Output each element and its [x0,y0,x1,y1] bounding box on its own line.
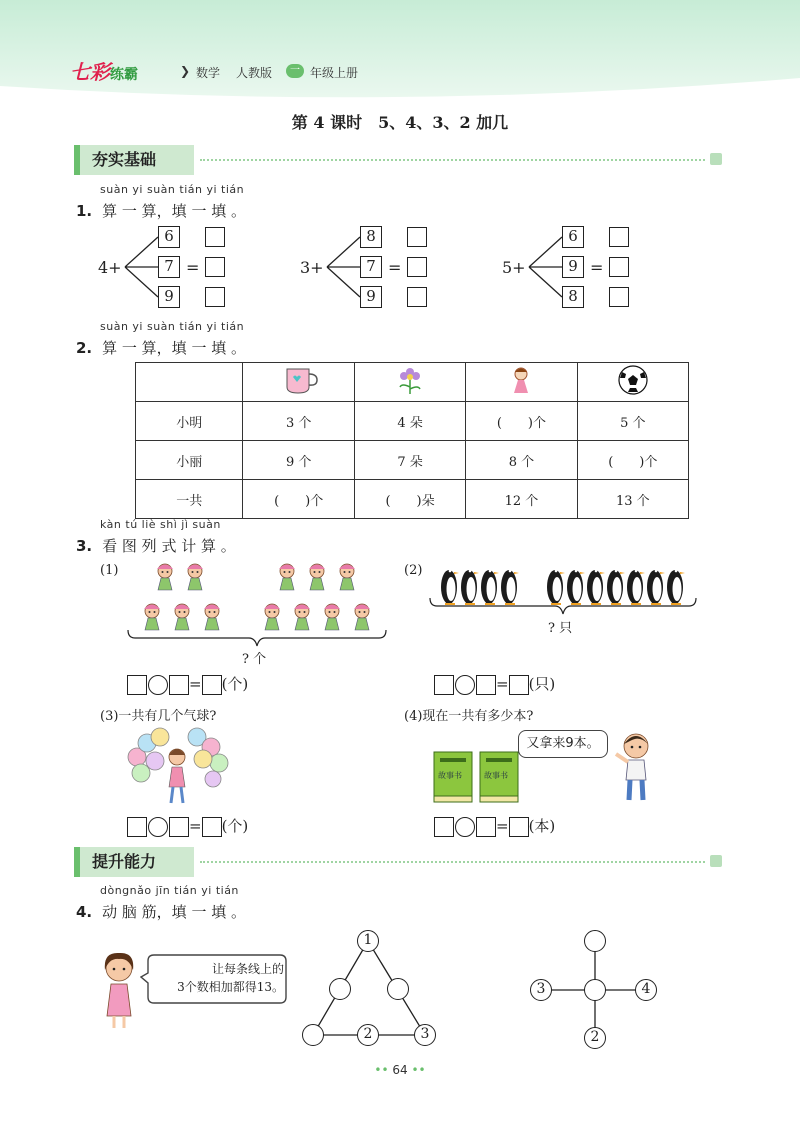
unit-label: (个) [221,675,249,693]
q3-prompt: 3. 看 图 列 式 计 算 。 [76,537,236,555]
equation-box[interactable] [169,675,189,695]
table-header-cell [243,363,354,402]
answer-box[interactable] [205,227,225,247]
answer-box[interactable] [205,257,225,277]
speech-bubble: 又拿来9本。 [518,730,608,758]
table-header-cell [466,363,577,402]
cross-node-blank[interactable] [584,979,606,1001]
equation-box[interactable] [202,675,222,695]
triangle-node-top: 1 [357,930,379,952]
answer-box[interactable] [609,287,629,307]
q1-g2-addend: 8 [360,226,382,248]
answer-box[interactable] [609,227,629,247]
section-title-advanced: 提升能力 [74,847,194,877]
q1-g2-addend: 9 [360,286,382,308]
triangle-node-bottom-mid: 2 [357,1024,379,1046]
unit-label: (只) [528,675,556,693]
table-cell: 5 个 [577,402,688,441]
table-cell: 12 个 [466,480,577,519]
q3-p2-equation [434,674,555,695]
book-title: 故事书 [438,771,462,780]
q1-equals: = [590,258,604,277]
q1-g1-addend: 9 [158,286,180,308]
section-title-basics: 夯实基础 [74,145,194,175]
operator-circle[interactable] [455,817,475,837]
grade-badge: 一 [286,64,304,78]
answer-box[interactable] [205,287,225,307]
q3-p1-equation [127,674,248,695]
section-divider [200,159,705,161]
table-cell: 8 个 [466,441,577,480]
q1-g1-addend: 7 [158,256,180,278]
equation-box[interactable] [434,675,454,695]
cross-node-bottom: 2 [584,1027,606,1049]
page-number: •• 64 •• [374,1063,426,1077]
section-divider [200,861,705,863]
equation-box[interactable] [169,817,189,837]
q1-pinyin: suàn yi suàn tián yi tián [100,183,245,196]
q3-p4-label: (4)现在一共有多少本? [404,709,534,724]
table-cell-blank[interactable]: ( )个 [577,441,688,480]
table-cell: 9 个 [243,441,354,480]
equals-sign: = [496,675,509,693]
row-label: 小明 [136,402,243,441]
row-label: 一共 [136,480,243,519]
q3-p4-equation [434,816,555,837]
hint-text [152,960,284,996]
brand-logo: 七彩练霸 [70,60,138,84]
table-header-row [136,363,689,402]
q3-p3-label: (3)一共有几个气球? [100,709,217,724]
balloons-illustration [125,727,230,807]
section-end-mark [710,855,722,867]
table-header-cell [577,363,688,402]
row-label: 小丽 [136,441,243,480]
table-cell: 4 朵 [354,402,465,441]
book-title: 故事书 [484,771,508,780]
table-cell: 3 个 [243,402,354,441]
girl-illustration [95,948,145,1030]
q2-prompt: 2. 算 一 算，填 一 填 。 [76,339,246,357]
lesson-title: 第 4 课时 5、4、3、2 加几 [291,113,509,132]
unit-label: (个) [221,817,249,835]
crumb-separator-icon: ❯ [180,64,191,78]
equation-box[interactable] [434,817,454,837]
q3-p2-question: ? 只 [548,621,573,636]
q3-p3-equation [127,816,248,837]
cross-node-blank[interactable] [584,930,606,952]
q1-equals: = [186,258,200,277]
q1-g3-addend: 9 [562,256,584,278]
table-row [136,480,689,519]
q3-p1-label: (1) [100,563,119,578]
header-grade: 年级上册 [310,66,359,80]
triangle-node-blank[interactable] [302,1024,324,1046]
q3-p2-label: (2) [404,563,423,578]
q1-g3-base: 5+ [502,258,526,277]
answer-box[interactable] [407,257,427,277]
q1-prompt: 1. 算 一 算，填 一 填 。 [76,202,246,220]
equation-box[interactable] [476,675,496,695]
q1-g3-addend: 6 [562,226,584,248]
q3-pinyin: kàn tú liè shì jì suàn [100,518,221,531]
doll-icon [501,365,541,395]
table-row [136,402,689,441]
penguin-group-illustration [427,562,702,622]
header-band [0,0,800,100]
operator-circle[interactable] [455,675,475,695]
equals-sign: = [496,817,509,835]
q1-g3-addend: 8 [562,286,584,308]
answer-box[interactable] [609,257,629,277]
equation-box[interactable] [509,675,529,695]
section-end-mark [710,153,722,165]
operator-circle[interactable] [148,675,168,695]
table-cell: 7 朵 [354,441,465,480]
answer-box[interactable] [407,287,427,307]
q1-g2-base: 3+ [300,258,324,277]
cross-node-left: 3 [530,979,552,1001]
table-header-cell [354,363,465,402]
q1-equals: = [388,258,402,277]
answer-box[interactable] [407,227,427,247]
q2-pinyin: suàn yi suàn tián yi tián [100,320,245,333]
triangle-node-blank[interactable] [329,978,351,1000]
q4-prompt: 4. 动 脑 筋，填 一 填 。 [76,903,246,921]
cross-node-right: 4 [635,979,657,1001]
hint-line: 3个数相加都得13。 [177,980,284,994]
q4-pinyin: dòngnǎo jīn tián yi tián [100,884,239,897]
equals-sign: = [189,817,202,835]
q1-g2-addend: 7 [360,256,382,278]
q1-g1-addend: 6 [158,226,180,248]
equation-box[interactable] [202,817,222,837]
equation-box[interactable] [127,675,147,695]
table-cell: 13 个 [577,480,688,519]
operator-circle[interactable] [148,817,168,837]
equals-sign: = [189,675,202,693]
table-corner-cell [136,363,243,402]
table-cell-blank[interactable]: ( )朵 [354,480,465,519]
doll-group-illustration [125,560,390,660]
table-cell-blank[interactable]: ( )个 [243,480,354,519]
q3-p1-question: ? 个 [242,652,267,667]
cup-icon [279,365,319,395]
table-row [136,441,689,480]
header-edition: 人教版 [236,66,273,80]
header-subject: 数学 [196,66,221,80]
soccer-ball-icon [613,364,653,396]
q2-table [135,362,689,519]
hint-line: 让每条线上的 [211,962,284,976]
flower-icon [390,365,430,395]
page-number-text: 64 [392,1063,408,1077]
table-cell-blank[interactable]: ( )个 [466,402,577,441]
equation-box[interactable] [476,817,496,837]
q1-g1-base: 4+ [98,258,122,277]
triangle-node-blank[interactable] [387,978,409,1000]
equation-box[interactable] [127,817,147,837]
triangle-node-bottom-right: 3 [414,1024,436,1046]
boy-illustration [610,728,660,806]
equation-box[interactable] [509,817,529,837]
unit-label: (本) [528,817,556,835]
